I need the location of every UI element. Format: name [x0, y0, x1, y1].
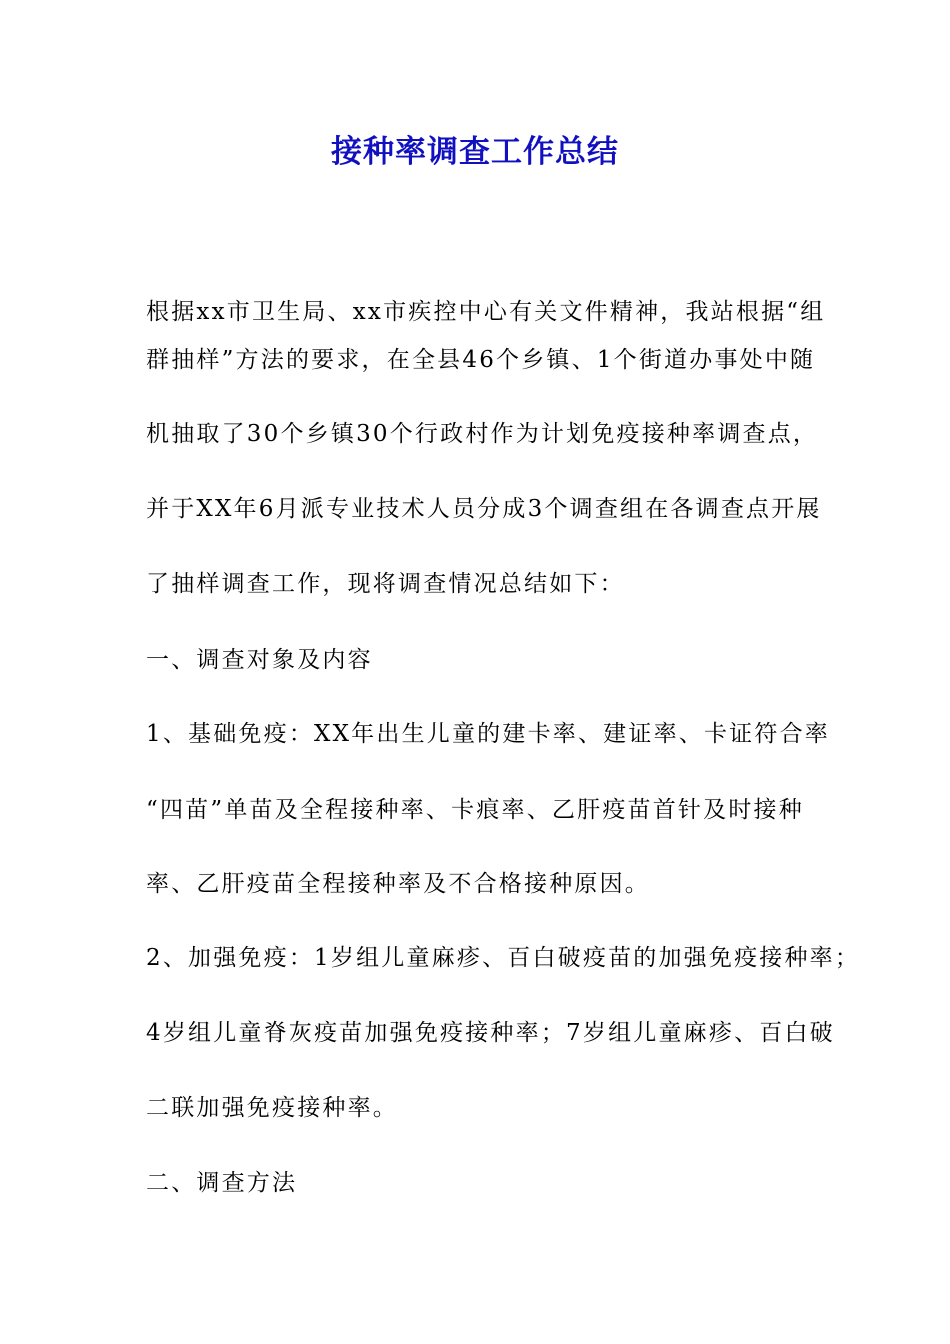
paragraph-line: 4岁组儿童脊灰疫苗加强免疫接种率；7岁组儿童麻疹、百白破 [146, 1020, 835, 1046]
paragraph-line: 根据xx市卫生局、xx市疾控中心有关文件精神，我站根据“组 [146, 299, 826, 325]
paragraph-line: 并于XX年6月派专业技术人员分成3个调查组在各调查点开展 [146, 496, 822, 522]
section-heading: 一、调查对象及内容 [146, 647, 373, 673]
paragraph-line: 1、基础免疫：XX年出生儿童的建卡率、建证率、卡证符合率 [146, 721, 830, 747]
paragraph-line: 机抽取了30个乡镇30个行政村作为计划免疫接种率调查点， [146, 421, 819, 447]
paragraph-line: 了抽样调查工作，现将调查情况总结如下： [146, 571, 625, 597]
paragraph-line: “四苗”单苗及全程接种率、卡痕率、乙肝疫苗首针及时接种 [146, 797, 804, 823]
paragraph-line: 2、加强免疫：1岁组儿童麻疹、百白破疫苗的加强免疫接种率； [146, 945, 861, 971]
section-heading: 二、调查方法 [146, 1170, 298, 1196]
document-title: 接种率调查工作总结 [331, 134, 619, 170]
paragraph-line: 二联加强免疫接种率。 [146, 1095, 398, 1121]
paragraph-line: 群抽样”方法的要求，在全县46个乡镇、1个街道办事处中随 [146, 347, 816, 373]
paragraph-line: 率、乙肝疫苗全程接种率及不合格接种原因。 [146, 871, 650, 897]
